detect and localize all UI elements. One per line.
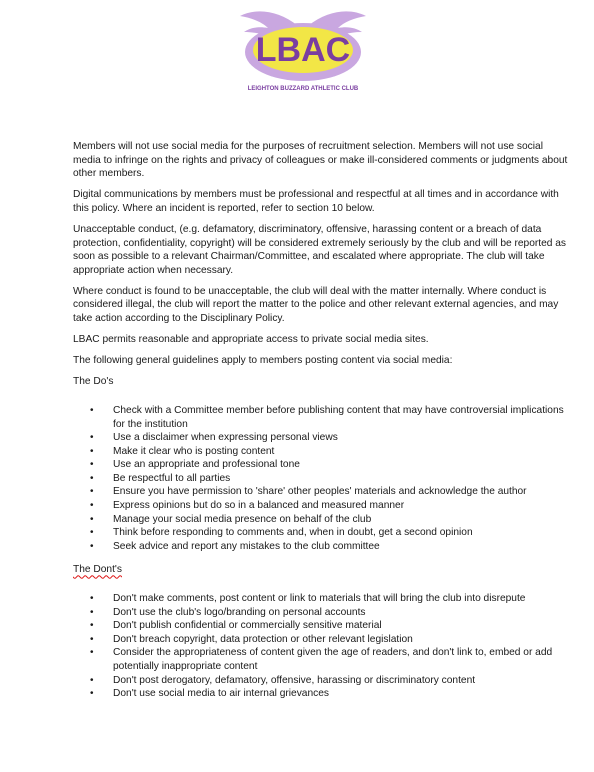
donts-item: • Don't use social media to air internal grievances: [73, 687, 573, 701]
donts-item: • Don't make comments, post content or link to materials that will bring the club into disrepute: [73, 592, 573, 606]
donts-item: • Don't publish confidential or commercially sensitive material: [73, 619, 573, 633]
donts-item: • Don't use the club's logo/branding on personal accounts: [73, 606, 573, 620]
dos-item: • Use a disclaimer when expressing personal views: [73, 431, 573, 445]
dos-list: [73, 404, 573, 554]
paragraph-access: LBAC permits reasonable and appropriate access to private social media sites.: [73, 334, 429, 346]
dos-item: • Manage your social media presence on behalf of the club: [73, 513, 573, 527]
donts-heading: [73, 563, 573, 577]
dos-item: • Be respectful to all parties: [73, 472, 573, 486]
paragraph-internal-handling: Where conduct is found to be unacceptable, the club will deal with the matter internally. Where conduct is considered illegal, the club will report the matter to the police and other relevant external agencies, and may take action according to the Disciplinary Policy.: [73, 285, 559, 325]
dos-item: • Make it clear who is posting content: [73, 445, 573, 459]
dos-item: • Seek advice and report any mistakes to the club committee: [73, 540, 573, 554]
donts-item: • Don't breach copyright, data protection or other relevant legislation: [73, 633, 573, 647]
paragraph-unacceptable-conduct: Unacceptable conduct, (e.g. defamatory, discriminatory, offensive, harassing content or a breach of data protection, confidentiality, copyright) will be considered extremely seriously by the club and will be reported as soon as possible to a relevant Chairman/Committee, and escalated where appropriate. The club will take appropriate action when necessary.: [73, 223, 567, 276]
club-logo: [238, 6, 368, 92]
paragraph-guidelines-intro: The following general guidelines apply to members posting content via social media:: [73, 355, 453, 367]
dos-item: • Ensure you have permission to 'share' other peoples' materials and acknowledge the author: [73, 485, 573, 499]
dos-item: • Express opinions but do so in a balanced and measured manner: [73, 499, 573, 513]
dos-item: • Think before responding to comments and, when in doubt, get a second opinion: [73, 526, 573, 540]
dos-item: • Check with a Committee member before publishing content that may have controversial implications for the institution: [73, 404, 573, 431]
paragraph-recruitment: Members will not use social media for the purposes of recruitment selection. Members will not use social media to infringe on the rights and privacy of colleagues or make ill-considered comments or judgments about other members.: [73, 141, 568, 180]
policy-body: [73, 140, 573, 711]
donts-heading-text: The Dont's: [73, 564, 122, 576]
dos-heading: The Do's: [73, 376, 114, 388]
donts-item: • Don't post derogatory, defamatory, offensive, harassing or discriminatory content: [73, 674, 573, 688]
paragraph-communications: Digital communications by members must be professional and respectful at all times and in accordance with this policy. Where an incident is reported, refer to section 10 below.: [73, 189, 559, 214]
lbac-emblem: [238, 6, 368, 92]
logo-text: LBAC: [255, 31, 351, 69]
dos-item: • Use an appropriate and professional tone: [73, 458, 573, 472]
donts-list: [73, 592, 573, 701]
logo-subtitle: LEIGHTON BUZZARD ATHLETIC CLUB: [247, 86, 359, 92]
donts-item: • Consider the appropriateness of content given the age of readers, and don't link to, embed or add potentially inappropriate content: [73, 646, 573, 673]
